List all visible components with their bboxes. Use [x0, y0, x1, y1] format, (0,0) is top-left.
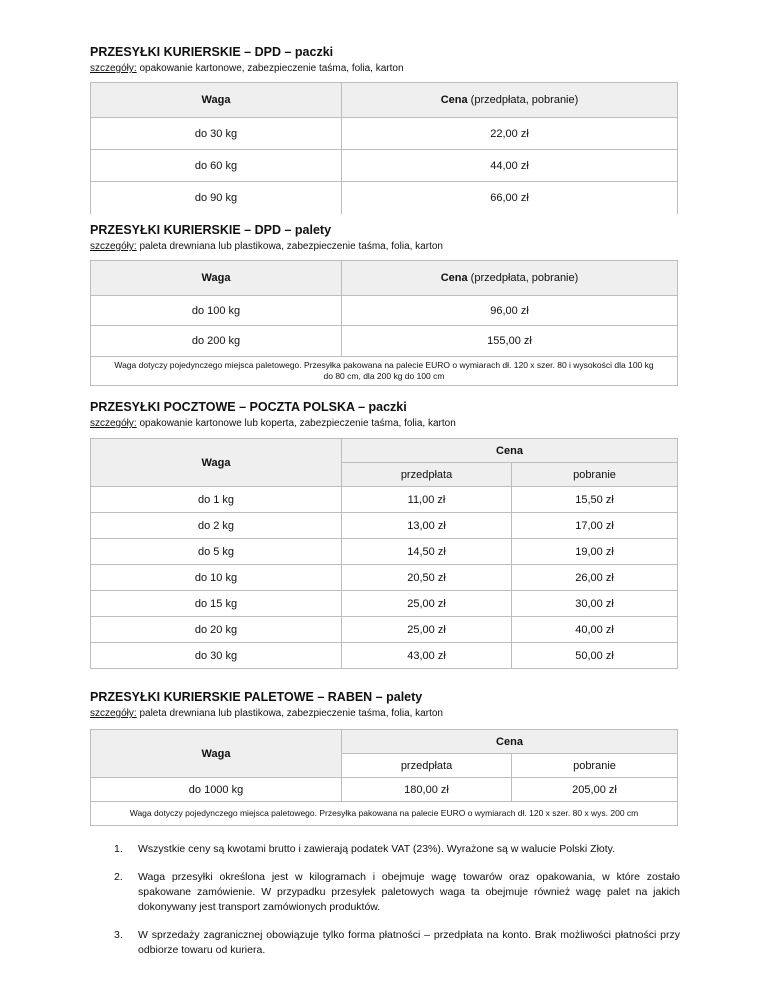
cod-cell: 26,00 zł — [512, 565, 678, 591]
prepaid-cell: 13,00 zł — [342, 513, 512, 539]
cod-cell: 17,00 zł — [512, 513, 678, 539]
weight-cell: do 30 kg — [91, 118, 342, 150]
section-details — [90, 240, 678, 253]
table-row — [91, 591, 678, 617]
note-row — [91, 802, 678, 826]
section-dpd-parcels — [90, 44, 678, 214]
price-header-bold: Cena — [440, 94, 468, 106]
price-cell: 22,00 zł — [342, 118, 678, 150]
list-item — [90, 842, 680, 857]
section-details — [90, 707, 678, 720]
section-dpd-pallets — [90, 222, 678, 386]
weight-header: Waga — [91, 261, 342, 296]
table-row — [91, 539, 678, 565]
price-header — [342, 261, 678, 296]
table-row — [91, 487, 678, 513]
details-text: opakowanie kartonowe, zabezpieczenie taśma, folia, karton — [136, 63, 404, 74]
cod-cell: 19,00 zł — [512, 539, 678, 565]
price-header-bold: Cena — [440, 272, 468, 284]
section-raben — [90, 689, 678, 826]
list-item-text: Wszystkie ceny są kwotami brutto i zawierają podatek VAT (23%). Wyrażone są w walucie Polski Złoty. — [138, 843, 616, 855]
weight-header: Waga — [91, 439, 342, 487]
list-item-number: 1. — [114, 843, 123, 855]
list-item-number: 2. — [114, 871, 123, 883]
details-text: opakowanie kartonowe lub koperta, zabezpieczenie taśma, folia, karton — [136, 418, 456, 429]
section-details — [90, 62, 678, 75]
prepaid-cell: 25,00 zł — [342, 591, 512, 617]
details-label: szczegóły: — [90, 418, 137, 429]
details-text: paleta drewniana lub plastikowa, zabezpieczenie taśma, folia, karton — [136, 708, 443, 719]
cod-header: pobranie — [512, 754, 678, 778]
table-header-row — [91, 730, 678, 754]
table-row — [91, 513, 678, 539]
section-poczta-polska — [90, 399, 678, 669]
weight-cell: do 100 kg — [91, 296, 342, 326]
list-item — [90, 928, 680, 958]
cod-header: pobranie — [512, 463, 678, 487]
price-cell: 96,00 zł — [342, 296, 678, 326]
cod-cell: 15,50 zł — [512, 487, 678, 513]
weight-cell: do 15 kg — [91, 591, 342, 617]
table-note: Waga dotyczy pojedynczego miejsca paletowego. Przesyłka pakowana na palecie EURO o wymiarach dł. 120 x szer. 80 i wysokości dla 100 kg do 80 cm, dla 200 kg do 100 cm — [91, 357, 678, 386]
list-item-number: 3. — [114, 929, 123, 941]
details-label: szczegóły: — [90, 241, 137, 252]
cod-cell: 30,00 zł — [512, 591, 678, 617]
table-header-row — [91, 261, 678, 296]
weight-cell: do 200 kg — [91, 326, 342, 357]
price-table — [90, 438, 678, 669]
price-cell: 66,00 zł — [342, 182, 678, 214]
details-label: szczegóły: — [90, 708, 137, 719]
prepaid-cell: 11,00 zł — [342, 487, 512, 513]
prepaid-header: przedpłata — [342, 463, 512, 487]
section-title: PRZESYŁKI KURIERSKIE PALETOWE – RABEN – palety — [90, 690, 423, 704]
table-row — [91, 182, 678, 214]
price-table — [90, 82, 678, 214]
weight-header: Waga — [91, 730, 342, 778]
price-cell: 155,00 zł — [342, 326, 678, 357]
section-title: PRZESYŁKI KURIERSKIE – DPD – paczki — [90, 45, 334, 59]
table-row — [91, 150, 678, 182]
section-title: PRZESYŁKI KURIERSKIE – DPD – palety — [90, 223, 332, 237]
prepaid-cell: 25,00 zł — [342, 617, 512, 643]
list-item-text: W sprzedaży zagranicznej obowiązuje tylko forma płatności – przedpłata na konto. Brak możliwości płatności przy odbiorze towaru od kuriera. — [138, 929, 680, 956]
details-text: paleta drewniana lub plastikowa, zabezpieczenie taśma, folia, karton — [136, 241, 443, 252]
cod-cell: 40,00 zł — [512, 617, 678, 643]
table-header-row — [91, 83, 678, 118]
prepaid-cell: 20,50 zł — [342, 565, 512, 591]
notes-list — [90, 842, 680, 971]
cod-cell: 205,00 zł — [512, 778, 678, 802]
prepaid-cell: 180,00 zł — [342, 778, 512, 802]
cod-cell: 50,00 zł — [512, 643, 678, 669]
price-header — [342, 83, 678, 118]
weight-header: Waga — [91, 83, 342, 118]
table-row — [91, 643, 678, 669]
weight-cell: do 2 kg — [91, 513, 342, 539]
weight-cell: do 10 kg — [91, 565, 342, 591]
weight-cell: do 60 kg — [91, 150, 342, 182]
weight-cell: do 1000 kg — [91, 778, 342, 802]
table-header-row — [91, 439, 678, 463]
price-cell: 44,00 zł — [342, 150, 678, 182]
weight-cell: do 90 kg — [91, 182, 342, 214]
table-row — [91, 617, 678, 643]
list-item-text: Waga przesyłki określona jest w kilogramach i obejmuje wagę towarów oraz opakowania, w które zostało spakowane zamówienie. W przypadku przesyłek paletowych waga ta obejmuje również wagę palet na jakich dokonywany jest transport zamówionych produktów. — [138, 871, 680, 913]
table-row — [91, 326, 678, 357]
note-row — [91, 357, 678, 386]
table-row — [91, 118, 678, 150]
weight-cell: do 20 kg — [91, 617, 342, 643]
table-row — [91, 565, 678, 591]
list-item — [90, 870, 680, 915]
price-table — [90, 260, 678, 386]
section-title: PRZESYŁKI POCZTOWE – POCZTA POLSKA – paczki — [90, 400, 407, 414]
price-header-rest: (przedpłata, pobranie) — [467, 94, 579, 106]
weight-cell: do 5 kg — [91, 539, 342, 565]
table-note: Waga dotyczy pojedynczego miejsca paletowego. Przesyłka pakowana na palecie EURO o wymiarach dł. 120 x szer. 80 x wys. 200 cm — [91, 802, 678, 826]
weight-cell: do 1 kg — [91, 487, 342, 513]
prepaid-cell: 14,50 zł — [342, 539, 512, 565]
table-row — [91, 778, 678, 802]
prepaid-header: przedpłata — [342, 754, 512, 778]
table-row — [91, 296, 678, 326]
price-header: Cena — [342, 730, 678, 754]
details-label: szczegóły: — [90, 63, 137, 74]
price-table — [90, 729, 678, 826]
price-header-rest: (przedpłata, pobranie) — [467, 272, 579, 284]
prepaid-cell: 43,00 zł — [342, 643, 512, 669]
section-details — [90, 417, 678, 430]
weight-cell: do 30 kg — [91, 643, 342, 669]
price-header: Cena — [342, 439, 678, 463]
